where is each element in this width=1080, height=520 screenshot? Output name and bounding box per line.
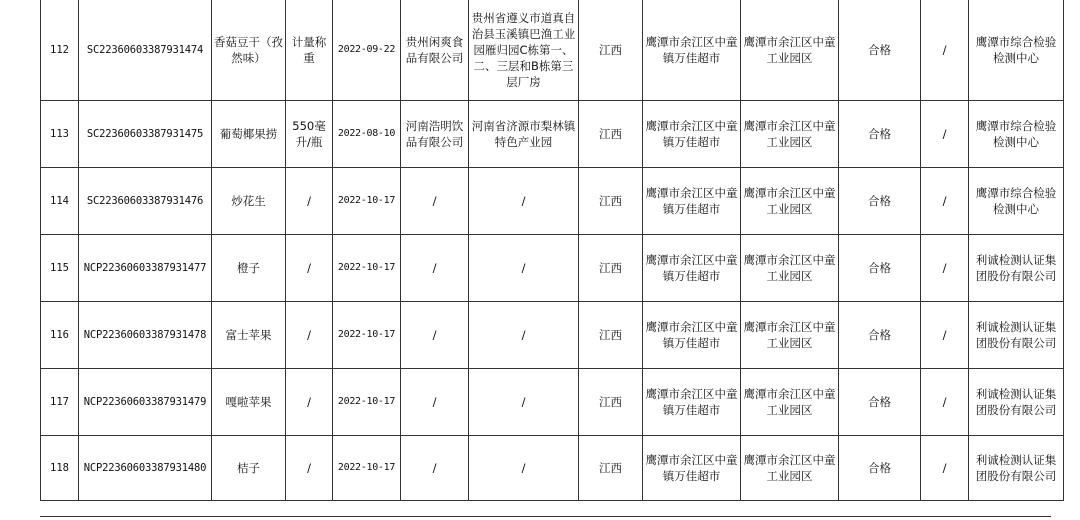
testing-agency-cell: 利诚检测认证集团股份有限公司 — [969, 302, 1064, 369]
producer-name-cell: 贵州闲爽食品有限公司 — [401, 0, 469, 101]
province-cell: 江西 — [579, 235, 643, 302]
seller-name-cell: 鹰潭市余江区中童镇万佳超市 — [643, 101, 741, 168]
table-row — [41, 436, 1064, 501]
producer-name-cell: / — [401, 235, 469, 302]
remark-cell: / — [921, 369, 969, 436]
product-name-cell: 香菇豆干（孜然味） — [212, 0, 286, 101]
sample-code-cell: NCP22360603387931477 — [79, 235, 212, 302]
serial-number-cell: 114 — [41, 168, 79, 235]
testing-agency-cell: 鹰潭市综合检验检测中心 — [969, 0, 1064, 101]
serial-number-cell: 113 — [41, 101, 79, 168]
seller-address-cell: 鹰潭市余江区中童工业园区 — [741, 101, 839, 168]
seller-address-cell: 鹰潭市余江区中童工业园区 — [741, 168, 839, 235]
specification-cell: 计量称重 — [286, 0, 333, 101]
specification-cell: / — [286, 302, 333, 369]
producer-name-cell: / — [401, 369, 469, 436]
producer-name-cell: 河南浩明饮品有限公司 — [401, 101, 469, 168]
producer-address-cell: 河南省济源市梨林镇特色产业园 — [469, 101, 579, 168]
seller-name-cell: 鹰潭市余江区中童镇万佳超市 — [643, 369, 741, 436]
table-row — [41, 0, 1064, 101]
producer-address-cell: 贵州省遵义市道真自治县玉溪镇巴渔工业园雁归园C栋第一、二、三层和B栋第三层厂房 — [469, 0, 579, 101]
testing-agency-cell: 鹰潭市综合检验检测中心 — [969, 168, 1064, 235]
producer-name-cell: / — [401, 168, 469, 235]
result-cell: 合格 — [839, 235, 921, 302]
serial-number-cell: 112 — [41, 0, 79, 101]
specification-cell: / — [286, 436, 333, 501]
sample-code-cell: NCP22360603387931480 — [79, 436, 212, 501]
product-name-cell: 葡萄椰果捞 — [212, 101, 286, 168]
producer-name-cell: / — [401, 302, 469, 369]
sample-code-cell: SC22360603387931476 — [79, 168, 212, 235]
seller-address-cell: 鹰潭市余江区中童工业园区 — [741, 436, 839, 501]
sample-code-cell: SC22360603387931474 — [79, 0, 212, 101]
producer-address-cell: / — [469, 235, 579, 302]
production-date-cell: 2022-10-17 — [333, 436, 401, 501]
seller-name-cell: 鹰潭市余江区中童镇万佳超市 — [643, 235, 741, 302]
producer-address-cell: / — [469, 302, 579, 369]
producer-address-cell: / — [469, 436, 579, 501]
producer-name-cell: / — [401, 436, 469, 501]
serial-number-cell: 117 — [41, 369, 79, 436]
product-name-cell: 橙子 — [212, 235, 286, 302]
testing-agency-cell: 利诚检测认证集团股份有限公司 — [969, 235, 1064, 302]
table-body — [41, 0, 1064, 501]
specification-cell: / — [286, 168, 333, 235]
serial-number-cell: 116 — [41, 302, 79, 369]
province-cell: 江西 — [579, 168, 643, 235]
production-date-cell: 2022-10-17 — [333, 235, 401, 302]
seller-name-cell: 鹰潭市余江区中童镇万佳超市 — [643, 168, 741, 235]
testing-agency-cell: 利诚检测认证集团股份有限公司 — [969, 369, 1064, 436]
table-row — [41, 235, 1064, 302]
remark-cell: / — [921, 168, 969, 235]
production-date-cell: 2022-10-17 — [333, 168, 401, 235]
province-cell: 江西 — [579, 369, 643, 436]
table-row — [41, 369, 1064, 436]
sample-code-cell: NCP22360603387931479 — [79, 369, 212, 436]
seller-address-cell: 鹰潭市余江区中童工业园区 — [741, 302, 839, 369]
result-cell: 合格 — [839, 436, 921, 501]
sample-code-cell: SC22360603387931475 — [79, 101, 212, 168]
province-cell: 江西 — [579, 101, 643, 168]
table-row — [41, 302, 1064, 369]
product-name-cell: 炒花生 — [212, 168, 286, 235]
province-cell: 江西 — [579, 436, 643, 501]
seller-address-cell: 鹰潭市余江区中童工业园区 — [741, 235, 839, 302]
result-cell: 合格 — [839, 302, 921, 369]
result-cell: 合格 — [839, 0, 921, 101]
production-date-cell: 2022-10-17 — [333, 302, 401, 369]
result-cell: 合格 — [839, 168, 921, 235]
sample-code-cell: NCP22360603387931478 — [79, 302, 212, 369]
seller-address-cell: 鹰潭市余江区中童工业园区 — [741, 369, 839, 436]
remark-cell: / — [921, 101, 969, 168]
specification-cell: / — [286, 369, 333, 436]
remark-cell: / — [921, 302, 969, 369]
remark-cell: / — [921, 436, 969, 501]
testing-agency-cell: 利诚检测认证集团股份有限公司 — [969, 436, 1064, 501]
remark-cell: / — [921, 0, 969, 101]
result-cell: 合格 — [839, 101, 921, 168]
production-date-cell: 2022-10-17 — [333, 369, 401, 436]
production-date-cell: 2022-09-22 — [333, 0, 401, 101]
table-bottom-border — [40, 516, 1051, 517]
testing-agency-cell: 鹰潭市综合检验检测中心 — [969, 101, 1064, 168]
seller-name-cell: 鹰潭市余江区中童镇万佳超市 — [643, 302, 741, 369]
table-row — [41, 101, 1064, 168]
production-date-cell: 2022-08-10 — [333, 101, 401, 168]
product-name-cell: 富士苹果 — [212, 302, 286, 369]
table-row — [41, 168, 1064, 235]
province-cell: 江西 — [579, 0, 643, 101]
result-cell: 合格 — [839, 369, 921, 436]
serial-number-cell: 115 — [41, 235, 79, 302]
producer-address-cell: / — [469, 168, 579, 235]
province-cell: 江西 — [579, 302, 643, 369]
seller-name-cell: 鹰潭市余江区中童镇万佳超市 — [643, 0, 741, 101]
product-name-cell: 桔子 — [212, 436, 286, 501]
product-name-cell: 嘎啦苹果 — [212, 369, 286, 436]
seller-name-cell: 鹰潭市余江区中童镇万佳超市 — [643, 436, 741, 501]
specification-cell: 550毫升/瓶 — [286, 101, 333, 168]
specification-cell: / — [286, 235, 333, 302]
inspection-table-wrapper — [40, 0, 1064, 501]
inspection-results-table — [40, 0, 1064, 501]
serial-number-cell: 118 — [41, 436, 79, 501]
remark-cell: / — [921, 235, 969, 302]
producer-address-cell: / — [469, 369, 579, 436]
seller-address-cell: 鹰潭市余江区中童工业园区 — [741, 0, 839, 101]
